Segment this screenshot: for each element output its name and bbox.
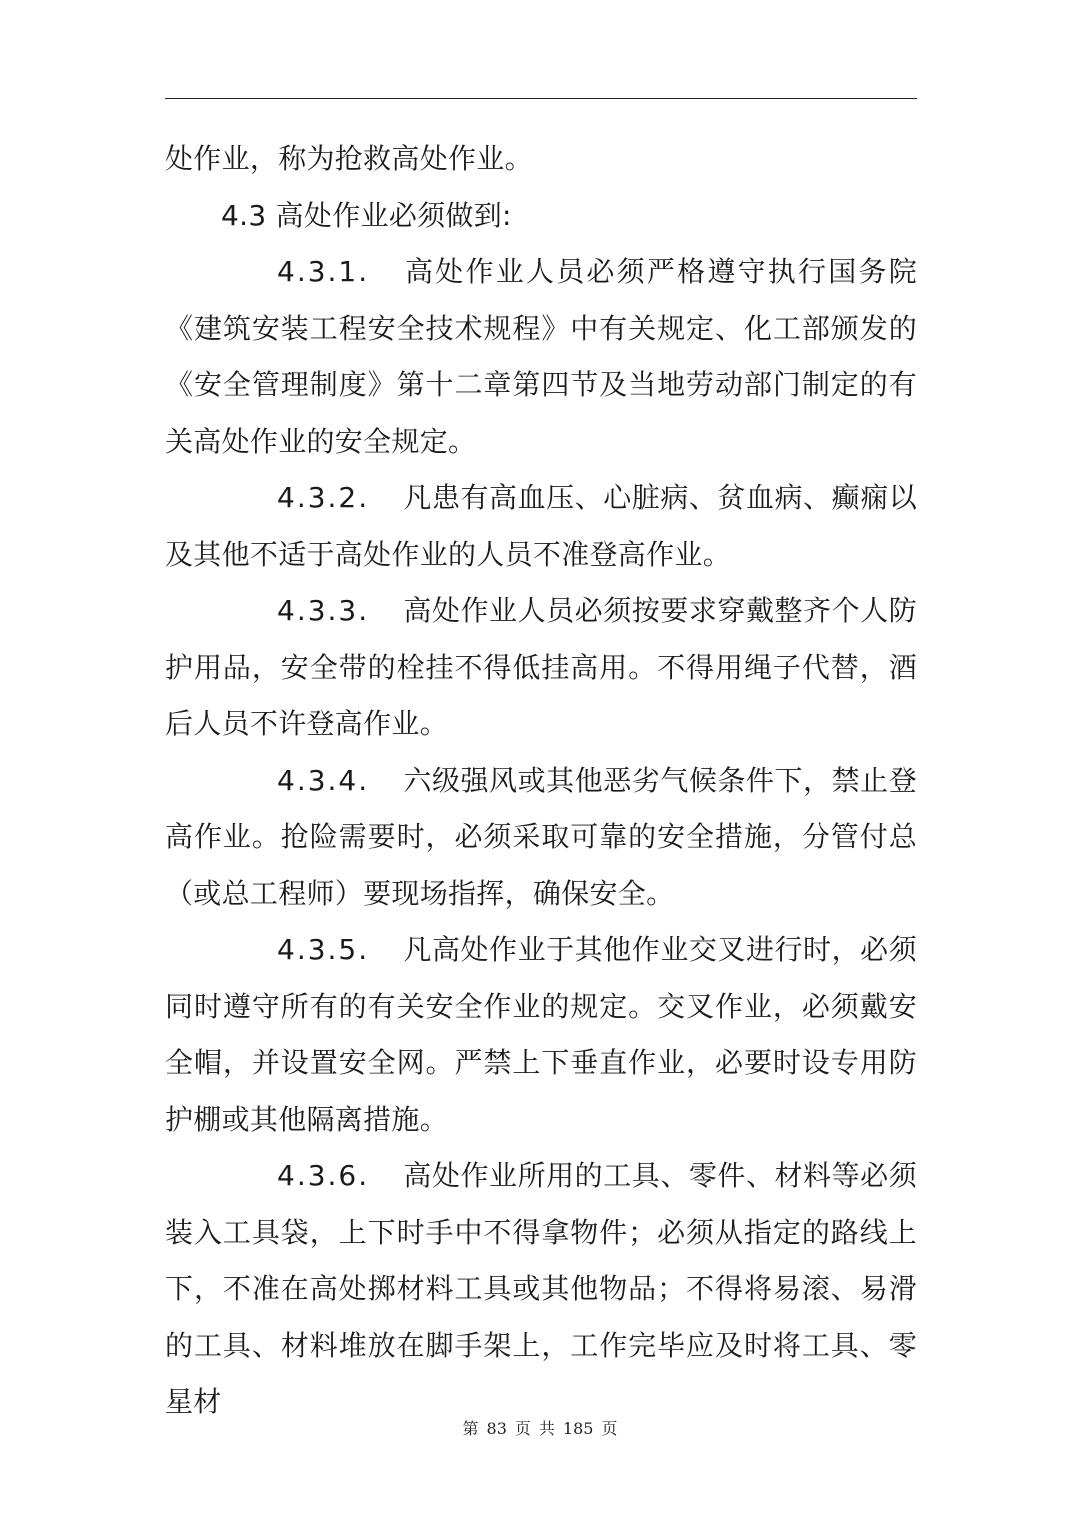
- clause-number: 4.3.4.: [277, 763, 370, 797]
- paragraph-text: 处作业，称为抢救高处作业。: [165, 142, 533, 175]
- footer-page-label: 页: [514, 1419, 531, 1438]
- footer-prefix: 第: [462, 1419, 479, 1438]
- clause-number: 4.3.5.: [277, 933, 370, 966]
- clause-text: 高处作业所用的工具、零件、材料等必须装入工具袋，上下时手中不得拿物件；必须从指定的路线上下，不准在高处掷材料工具或其他物品；不得将易滚、易滑的工具、材料堆放在脚手架上，工作完毕应及时将工具、零星材: [165, 1159, 917, 1418]
- page-footer: [0, 1417, 1080, 1441]
- clause-number: 4.3.6.: [277, 1159, 370, 1192]
- document-body: [165, 131, 917, 1431]
- total-pages-number: 185: [562, 1419, 594, 1438]
- header-rule: [165, 98, 917, 99]
- clause-text: 高处作业人员必须严格遵守执行国务院《建筑安装工程安全技术规程》中有关规定、化工部颁发的《安全管理制度》第十二章第四节及当地劳动部门制定的有关高处作业的安全规定。: [165, 255, 917, 458]
- clause-text: 六级强风或其他恶劣气候条件下，禁止登高作业。抢险需要时，必须采取可靠的安全措施，分管付总（或总工程师）要现场指挥，确保安全。: [165, 763, 917, 910]
- paragraph-continuation: [165, 131, 917, 188]
- clause-text: 凡患有高血压、心脏病、贫血病、癫痫以及其他不适于高处作业的人员不准登高作业。: [165, 481, 917, 571]
- clause-number: 4.3.1.: [277, 255, 370, 288]
- footer-suffix: 页: [601, 1419, 618, 1438]
- clause-4-3-2: [165, 470, 917, 583]
- clause-4-3-5: [165, 922, 917, 1148]
- clause-number: 4.3.3.: [277, 594, 370, 627]
- clause-4-3-1: [165, 244, 917, 470]
- current-page-number: 83: [486, 1419, 507, 1438]
- clause-number: 4.3.2.: [277, 481, 370, 514]
- clause-4-3-6: [165, 1148, 917, 1431]
- footer-total-label: 共: [538, 1419, 555, 1438]
- clause-4-3-3: [165, 583, 917, 753]
- clause-4-3-4: [165, 753, 917, 923]
- section-heading-4-3: [165, 188, 917, 245]
- paragraph-text: 4.3 高处作业必须做到:: [221, 198, 512, 232]
- clause-text: 凡高处作业于其他作业交叉进行时，必须同时遵守所有的有关安全作业的规定。交叉作业，必须戴安全帽，并设置安全网。严禁上下垂直作业，必要时设专用防护棚或其他隔离措施。: [165, 933, 917, 1136]
- clause-text: 高处作业人员必须按要求穿戴整齐个人防护用品，安全带的栓挂不得低挂高用。不得用绳子代替，酒后人员不许登高作业。: [165, 594, 917, 740]
